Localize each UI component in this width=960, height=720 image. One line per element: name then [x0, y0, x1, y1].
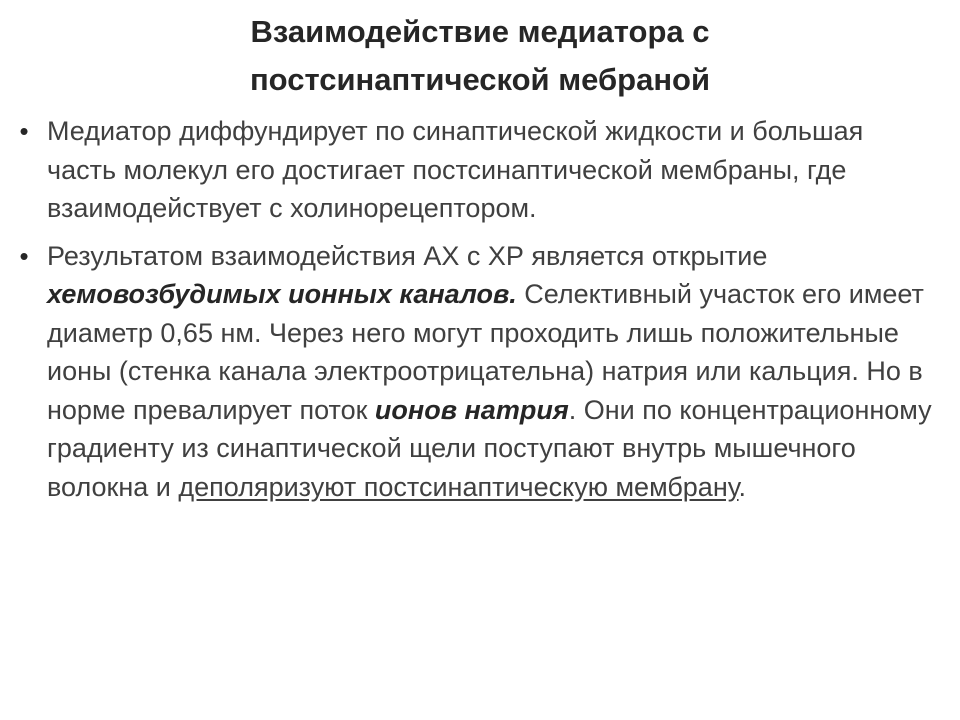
bullet-text-part: . Они по концентрационному градиенту из синаптической щели поступают внутрь мышечного волокна и [47, 394, 932, 502]
bullet-item [14, 112, 934, 228]
bullet-item [14, 237, 934, 507]
slide-title-line-1: Взаимодействие медиатора с [250, 14, 710, 49]
bullet-text-part: . [738, 471, 747, 502]
bullet-text-part: Результатом взаимодействия АХ с ХР является открытие [47, 240, 768, 271]
slide-body [14, 112, 934, 506]
bullet-text: Медиатор диффундирует по синаптической жидкости и большая часть молекул его достигает постсинаптической мембраны, где взаимодействует с холинорецептором. [47, 116, 864, 223]
bullet-dot-icon: • [19, 116, 29, 146]
underlined-depolarize: деполяризуют постсинаптическую мембрану [178, 471, 739, 502]
slide-title-line-2: постсинаптической мебраной [249, 62, 711, 97]
emphasis-ion-channels: хемовозбудимых ионных каналов. [47, 279, 517, 309]
slide-title [80, 8, 880, 104]
bullet-text-part: Селективный участок его имеет диаметр 0,65 нм. Через него могут проходить лишь положительные ионы (стенка канала электроотрицательна) натрия или кальция. Но в норме превалирует поток [47, 279, 924, 425]
bullet-dot-icon: • [19, 240, 29, 271]
emphasis-sodium-ions: ионов натрия [374, 394, 569, 425]
